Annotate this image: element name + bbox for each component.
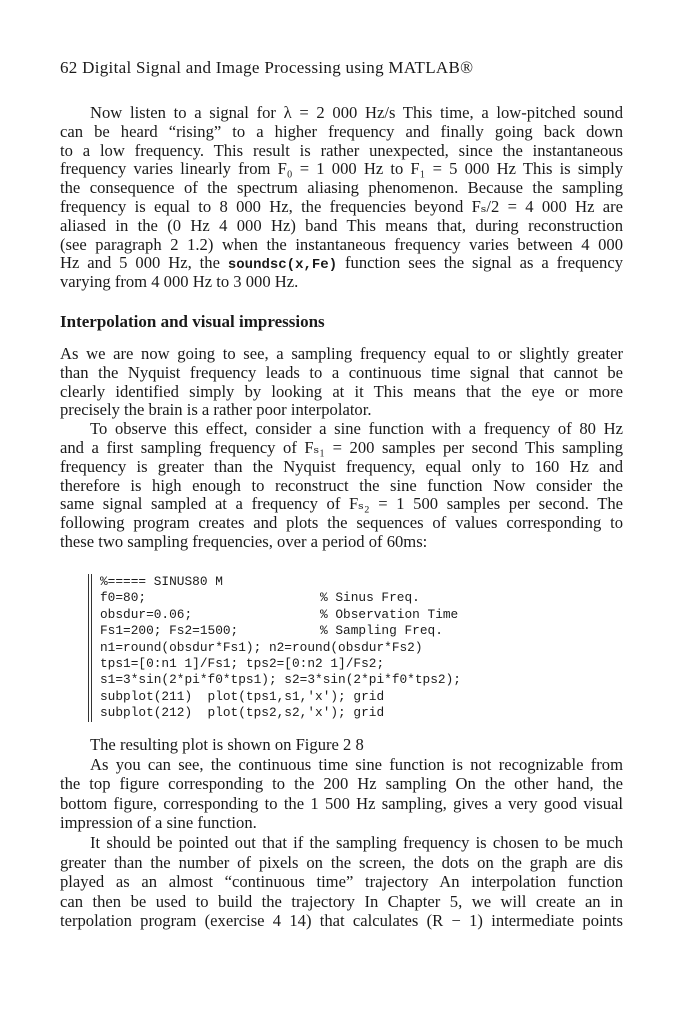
code-text: %===== SINUS80 M bbox=[100, 574, 223, 589]
text-segment: function sees the signal as a frequency bbox=[337, 253, 624, 273]
text-line: to a low frequency. This result is rather unexpected, since the instantaneous bbox=[60, 140, 623, 160]
text-line: varying from 4 000 Hz to 3 000 Hz. bbox=[60, 272, 299, 292]
code-line bbox=[100, 640, 461, 656]
text-line: and a first sampling frequency of Fₛ₁ = 200 samples per second This sampling bbox=[60, 437, 623, 457]
code-line bbox=[100, 705, 461, 721]
text-line: same signal sampled at a frequency of Fₛ₂ = 1 500 samples per second. The bbox=[60, 494, 623, 514]
text-line: frequency is equal to 8 000 Hz, the frequencies beyond Fₛ/2 = 4 000 Hz are bbox=[60, 196, 623, 216]
code-text: subplot(211) plot(tps1,s1,'x'); grid bbox=[100, 688, 385, 704]
text-line: greater than the number of pixels on the screen, the dots on the graph are dis bbox=[60, 852, 623, 872]
text-segment: Hz and 5 000 Hz, the bbox=[60, 253, 228, 273]
section-heading: Interpolation and visual impressions bbox=[60, 312, 325, 331]
code-line bbox=[100, 607, 461, 623]
text-line: the top figure corresponding to the 200 Hz sampling On the other hand, the bbox=[60, 774, 623, 794]
text-line: bottom figure, corresponding to the 1 500 Hz sampling, gives a very good visual bbox=[60, 793, 623, 813]
text-line: played as an almost “continuous time” trajectory An interpolation function bbox=[60, 872, 623, 892]
code-line bbox=[100, 656, 461, 672]
code-comment: % Observation Time bbox=[320, 606, 459, 622]
text-line: As we are now going to see, a sampling frequency equal to or slightly greater bbox=[60, 344, 623, 363]
code-comment: % Sampling Freq. bbox=[320, 623, 443, 639]
running-header: 62 Digital Signal and Image Processing using MATLAB® bbox=[60, 58, 474, 77]
code-line bbox=[100, 672, 461, 688]
text-line: precisely the brain is a rather poor interpolator. bbox=[60, 400, 372, 420]
code-text: s1=3*sin(2*pi*f0*tps1); s2=3*sin(2*pi*f0*tps2); bbox=[100, 672, 461, 688]
text-line: impression of a sine function. bbox=[60, 813, 257, 833]
text-line: To observe this effect, consider a sine function with a frequency of 80 Hz bbox=[90, 419, 623, 439]
code-line bbox=[100, 574, 461, 590]
text-line: can be heard “rising” to a higher frequency and finally going back down bbox=[60, 121, 623, 141]
text-line: therefore is high enough to reconstruct the sine function Now consider the bbox=[60, 475, 623, 495]
code-text: f0=80; bbox=[100, 590, 147, 606]
text-line: terpolation program (exercise 4 14) that calculates (R − 1) intermediate points bbox=[60, 911, 623, 931]
text-line: than the Nyquist frequency leads to a continuous time signal that cannot be bbox=[60, 362, 623, 382]
text-line: can then be used to build the trajectory In Chapter 5, we will create an in bbox=[60, 891, 623, 911]
code-line bbox=[100, 689, 461, 705]
text-line: frequency is greater than the Nyquist frequency, equal only to 160 Hz and bbox=[60, 456, 623, 476]
text-line: aliased in the (0 Hz 4 000 Hz) band This means that, during reconstruction bbox=[60, 215, 623, 235]
text-line: frequency varies linearly from F₀ = 1 000 Hz to F₁ = 5 000 Hz This is simply bbox=[60, 159, 623, 179]
paragraph-aliasing bbox=[60, 104, 623, 292]
code-text: subplot(212) plot(tps2,s2,'x'); grid bbox=[100, 705, 385, 721]
code-listing bbox=[88, 574, 461, 722]
paragraph-intro bbox=[60, 345, 623, 552]
text-line: Now listen to a signal for λ = 2 000 Hz/s This time, a low-pitched sound bbox=[90, 103, 623, 122]
code-text: Fs1=200; Fs2=1500; bbox=[100, 623, 239, 639]
text-line: following program creates and plots the sequences of values corresponding to bbox=[60, 513, 623, 533]
text-line: the consequence of the spectrum aliasing phenomenon. Because the sampling bbox=[60, 178, 623, 198]
text-line: The resulting plot is shown on Figure 2 8 bbox=[90, 735, 364, 754]
text-line: As you can see, the continuous time sine function is not recognizable from bbox=[90, 754, 623, 774]
inline-code: soundsc(x,Fe) bbox=[227, 257, 338, 274]
paragraph-results bbox=[60, 735, 623, 931]
text-line: clearly identified simply by looking at it This means that the eye or more bbox=[60, 381, 623, 401]
text-line: It should be pointed out that if the sampling frequency is chosen to be much bbox=[90, 832, 623, 852]
code-text: obsdur=0.06; bbox=[100, 606, 193, 622]
code-text: n1=round(obsdur*Fs1); n2=round(obsdur*Fs2) bbox=[100, 639, 423, 655]
code-comment: % Sinus Freq. bbox=[320, 590, 420, 606]
code-text: tps1=[0:n1 1]/Fs1; tps2=[0:n2 1]/Fs2; bbox=[100, 655, 385, 671]
text-line: (see paragraph 2 1.2) when the instantaneous frequency varies between 4 000 bbox=[60, 234, 623, 254]
text-line: these two sampling frequencies, over a period of 60ms: bbox=[60, 531, 428, 551]
code-line bbox=[100, 590, 461, 606]
text-line bbox=[60, 254, 623, 273]
code-line bbox=[100, 623, 461, 639]
